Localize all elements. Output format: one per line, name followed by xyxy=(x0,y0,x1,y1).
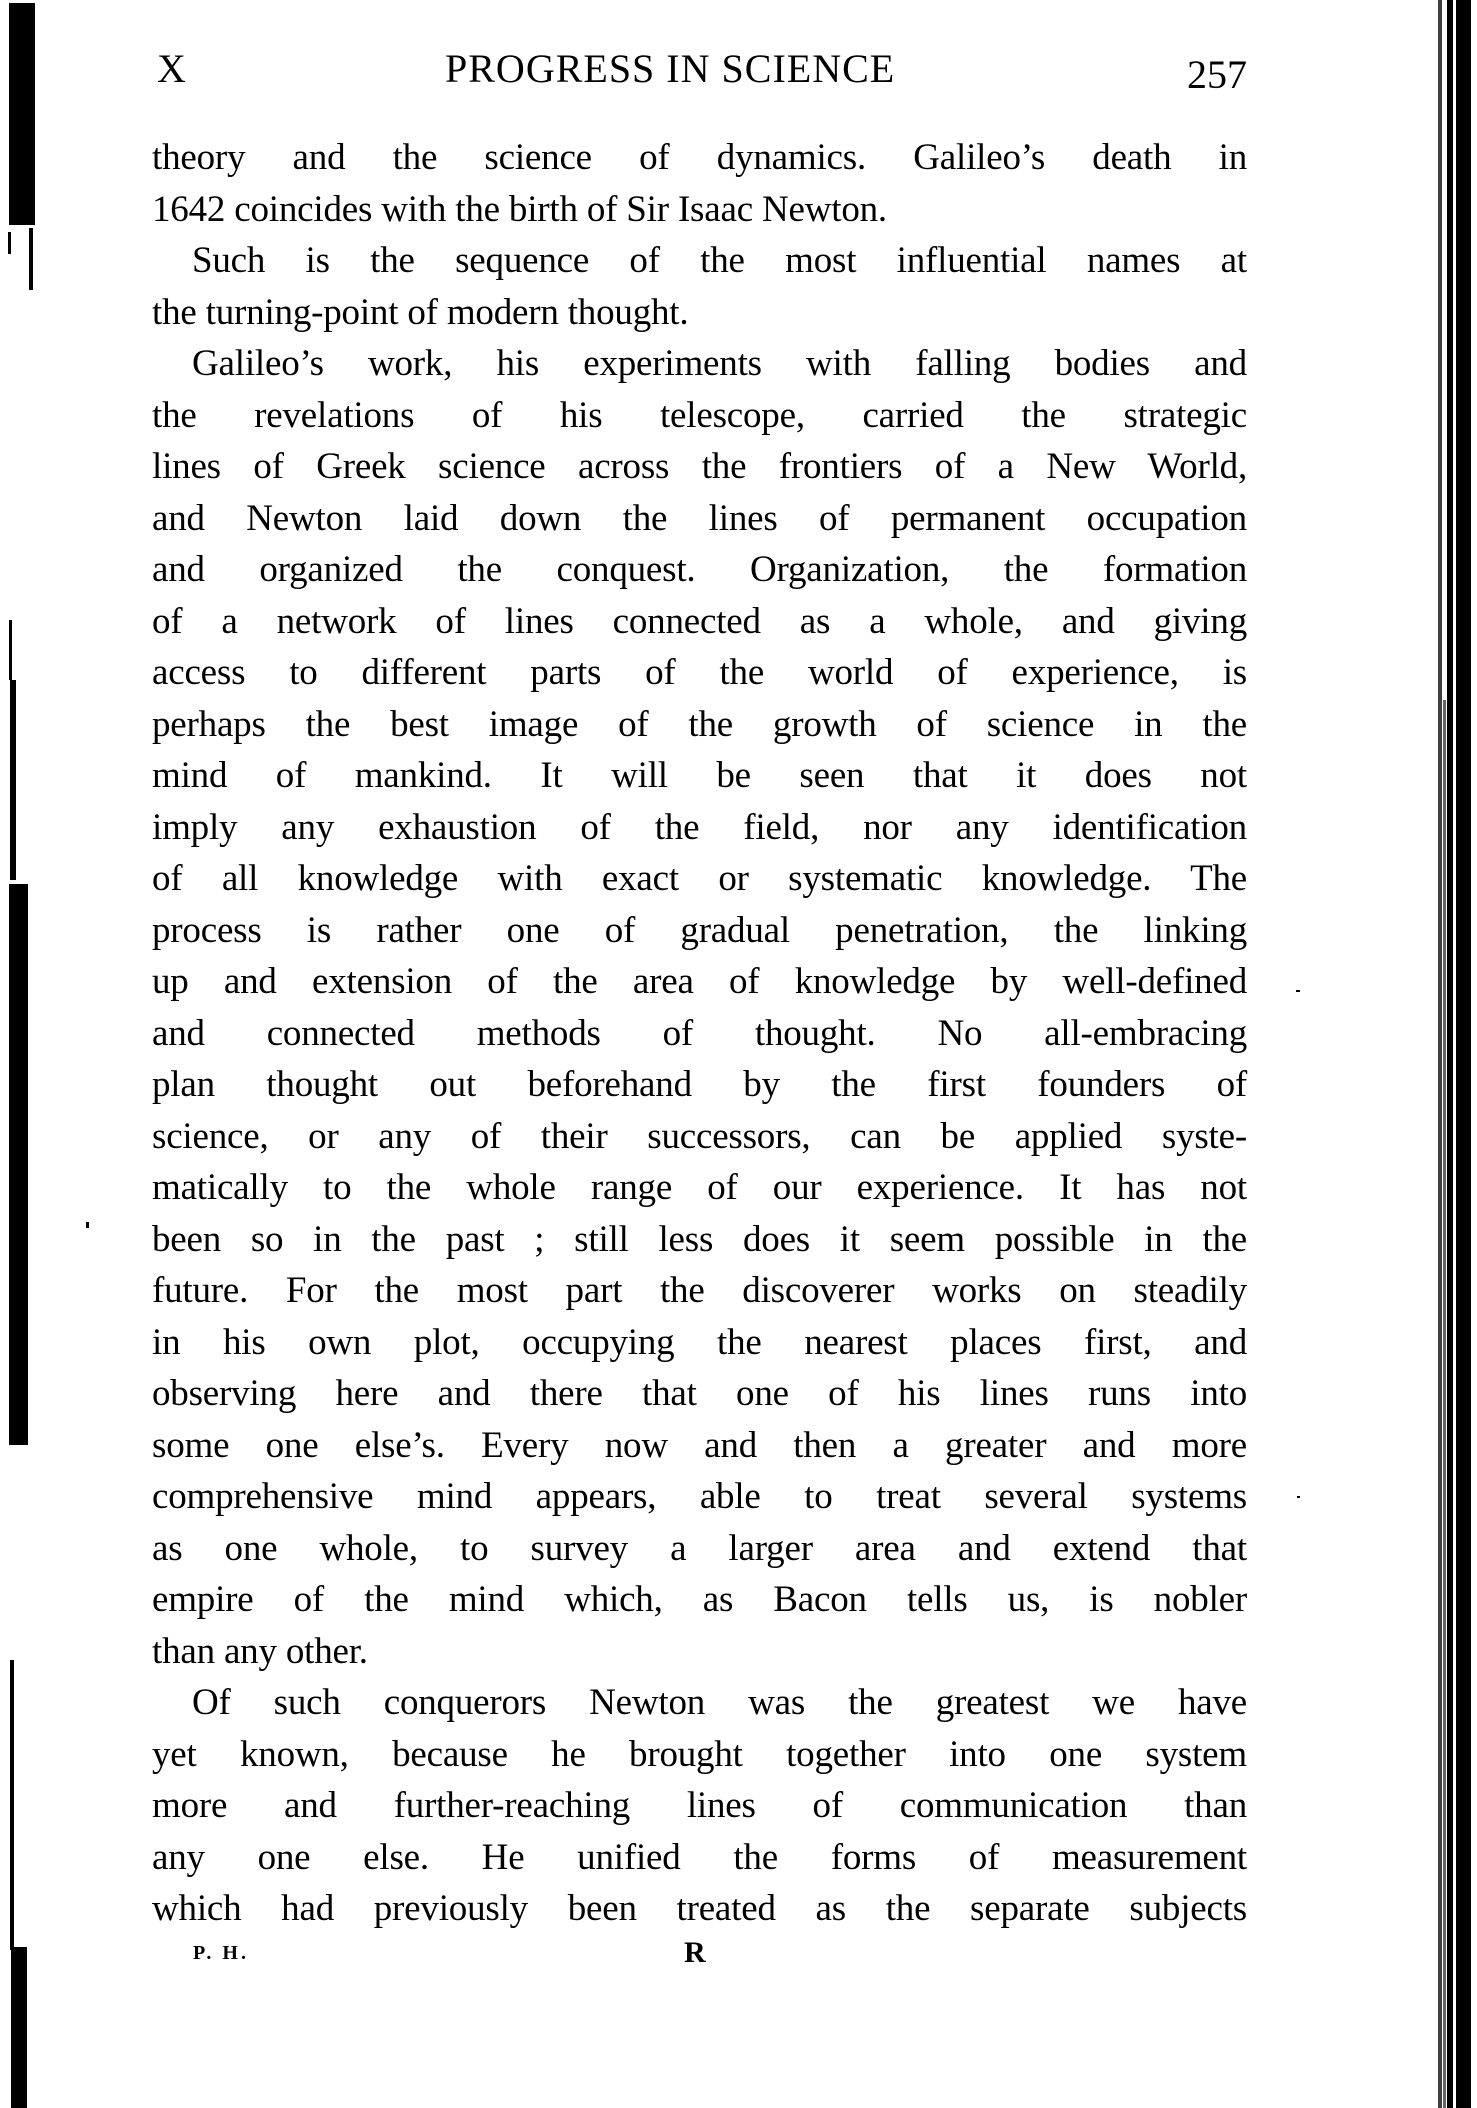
scan-edge-right xyxy=(1447,0,1453,2108)
body-text xyxy=(152,132,1247,1935)
text-line: comprehensive mind appears, able to treat several systems xyxy=(152,1476,1247,1517)
text-line: empire of the mind which, as Bacon tells us, is nobler xyxy=(152,1579,1247,1620)
text-line: lines of Greek science across the frontiers of a New World, xyxy=(152,446,1247,487)
scan-edge-right xyxy=(1438,0,1442,2108)
text-line: process is rather one of gradual penetration, the linking xyxy=(152,909,1247,951)
text-line: been so in the past ; still less does it seem possible in the xyxy=(152,1218,1247,1260)
text-line: any one else. He unified the forms of measurement xyxy=(152,1836,1247,1878)
running-header xyxy=(155,44,1247,97)
scan-edge-right xyxy=(1443,700,1446,2108)
scan-edge-left xyxy=(8,232,11,254)
text-line: 1642 coincides with the birth of Sir Isaac Newton. xyxy=(152,188,887,230)
scan-edge-left xyxy=(10,680,16,880)
text-line: plan thought out beforehand by the first founders of xyxy=(152,1064,1247,1105)
text-line: matically to the whole range of our experience. It has not xyxy=(152,1167,1247,1208)
scan-edge-right xyxy=(1456,0,1471,2108)
text-line: and Newton laid down the lines of permanent occupation xyxy=(152,497,1247,539)
text-line: future. For the most part the discoverer works on steadily xyxy=(152,1270,1247,1311)
page-number: 257 xyxy=(1187,52,1247,97)
text-line: mind of mankind. It will be seen that it does not xyxy=(152,755,1247,796)
text-line: theory and the science of dynamics. Galileo’s death in xyxy=(152,137,1247,178)
footer-signature: P. H. xyxy=(193,1942,249,1964)
text-line: up and extension of the area of knowledge by well-defined xyxy=(152,961,1247,1002)
text-line: access to different parts of the world of experience, is xyxy=(152,652,1247,693)
scan-edge-left xyxy=(9,884,28,1445)
scan-edge-left xyxy=(9,3,35,225)
text-line: more and further-reaching lines of communication than xyxy=(152,1785,1247,1826)
text-line: observing here and there that one of his lines runs into xyxy=(152,1373,1247,1414)
running-title: PROGRESS IN SCIENCE xyxy=(445,46,896,91)
text-line: Galileo’s work, his experiments with falling bodies and xyxy=(192,343,1247,384)
text-line: Of such conquerors Newton was the greatest we have xyxy=(192,1682,1247,1723)
scan-speck xyxy=(1297,1496,1300,1498)
text-line: science, or any of their successors, can be applied syste- xyxy=(152,1115,1247,1157)
text-line: perhaps the best image of the growth of science in the xyxy=(152,703,1247,745)
text-line: the revelations of his telescope, carried the strategic xyxy=(152,394,1247,436)
text-line: and organized the conquest. Organization, the formation xyxy=(152,549,1247,590)
scan-edge-left xyxy=(9,620,12,680)
text-line: Such is the sequence of the most influential names at xyxy=(192,240,1247,281)
scan-edge-left xyxy=(10,1660,14,1950)
scan-edge-left xyxy=(29,228,33,290)
text-line: of a network of lines connected as a whole, and giving xyxy=(152,600,1247,642)
text-line: as one whole, to survey a larger area and extend that xyxy=(152,1527,1247,1569)
text-line: than any other. xyxy=(152,1630,368,1672)
scan-speck xyxy=(1296,990,1300,992)
text-line: and connected methods of thought. No all-embracing xyxy=(152,1012,1247,1054)
chapter-number: X xyxy=(157,46,186,91)
text-line: which had previously been treated as the separate subjects xyxy=(152,1888,1247,1929)
scan-speck xyxy=(86,1222,89,1228)
text-line: some one else’s. Every now and then a greater and more xyxy=(152,1424,1247,1466)
text-line: imply any exhaustion of the field, nor any identification xyxy=(152,806,1247,848)
text-line: of all knowledge with exact or systematic knowledge. The xyxy=(152,858,1247,899)
text-line: in his own plot, occupying the nearest places first, and xyxy=(152,1321,1247,1363)
text-line: the turning-point of modern thought. xyxy=(152,291,689,333)
text-line: yet known, because he brought together into one system xyxy=(152,1733,1247,1775)
gathering-mark: R xyxy=(684,1936,706,1969)
scan-edge-left xyxy=(11,1947,27,2108)
